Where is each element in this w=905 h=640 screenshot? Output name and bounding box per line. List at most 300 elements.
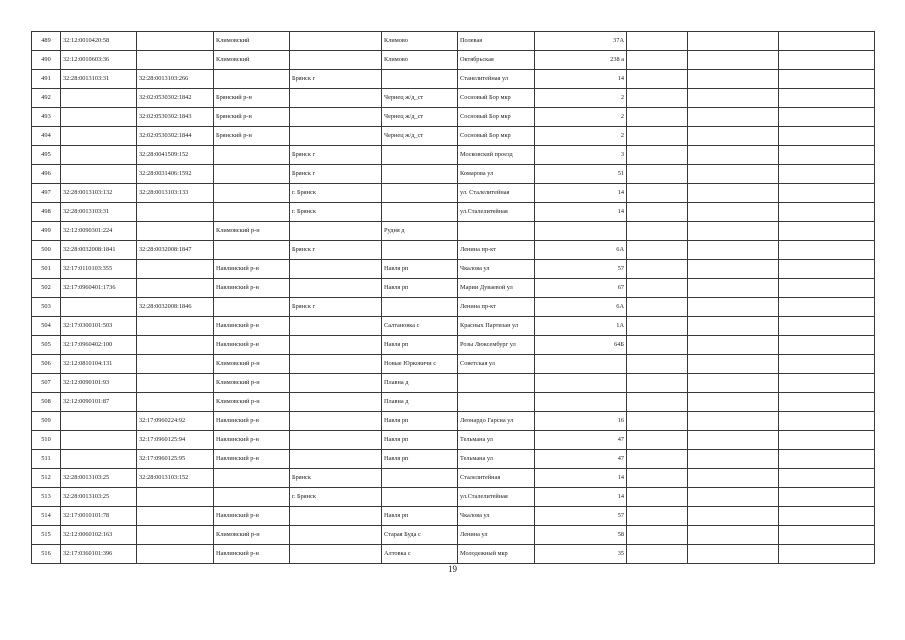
cell-city: г. Брянск	[290, 488, 382, 507]
cell-cadastral-number	[61, 431, 137, 450]
cell-settlement	[382, 469, 458, 488]
cell-extra-2	[688, 146, 779, 165]
cell-extra-1	[627, 355, 688, 374]
table-row	[32, 241, 875, 260]
cell-house-number: 47	[535, 431, 627, 450]
cell-cadastral-number: 32:28:0013103:31	[61, 203, 137, 222]
cell-extra-2	[688, 336, 779, 355]
cell-district: Брянский р-н	[214, 108, 290, 127]
cell-city	[290, 526, 382, 545]
cell-city	[290, 545, 382, 564]
cell-row-number: 502	[32, 279, 61, 298]
table-row	[32, 279, 875, 298]
table-row	[32, 393, 875, 412]
cell-city	[290, 355, 382, 374]
cell-house-number: 3	[535, 146, 627, 165]
cell-cadastral-number	[61, 165, 137, 184]
cell-street: Тельмана ул	[458, 431, 535, 450]
cell-related-cadastral-number	[137, 317, 214, 336]
cell-extra-1	[627, 89, 688, 108]
cell-district: Навлинский р-н	[214, 431, 290, 450]
cell-extra-1	[627, 412, 688, 431]
cell-extra-1	[627, 298, 688, 317]
cell-extra-3	[779, 222, 875, 241]
cell-extra-2	[688, 431, 779, 450]
cell-cadastral-number: 32:17:0960402:100	[61, 336, 137, 355]
cell-row-number: 497	[32, 184, 61, 203]
cell-district: Брянский р-н	[214, 127, 290, 146]
cell-extra-1	[627, 507, 688, 526]
cell-extra-3	[779, 374, 875, 393]
cell-extra-3	[779, 108, 875, 127]
cell-extra-3	[779, 184, 875, 203]
cell-extra-2	[688, 469, 779, 488]
cell-row-number: 499	[32, 222, 61, 241]
cell-row-number: 493	[32, 108, 61, 127]
cell-city	[290, 127, 382, 146]
cell-extra-2	[688, 222, 779, 241]
cell-district: Климовский	[214, 32, 290, 51]
cell-city	[290, 431, 382, 450]
cell-related-cadastral-number: 32:02:0530302:1842	[137, 89, 214, 108]
cell-related-cadastral-number	[137, 51, 214, 70]
cell-row-number: 511	[32, 450, 61, 469]
cell-house-number: 6А	[535, 241, 627, 260]
table-row	[32, 336, 875, 355]
cell-house-number: 47	[535, 450, 627, 469]
cell-extra-1	[627, 374, 688, 393]
cell-house-number: 6А	[535, 298, 627, 317]
cell-extra-3	[779, 336, 875, 355]
cell-street: Станелитейная ул	[458, 70, 535, 89]
cell-extra-3	[779, 165, 875, 184]
cell-related-cadastral-number	[137, 336, 214, 355]
cell-settlement: Старая Буда с	[382, 526, 458, 545]
cell-cadastral-number: 32:28:0032008:1841	[61, 241, 137, 260]
table-row	[32, 203, 875, 222]
cell-row-number: 506	[32, 355, 61, 374]
cell-house-number: 58	[535, 526, 627, 545]
cell-row-number: 503	[32, 298, 61, 317]
cell-street: Красных Партизан ул	[458, 317, 535, 336]
cell-house-number: 64Б	[535, 336, 627, 355]
cell-related-cadastral-number: 32:28:0032008:1847	[137, 241, 214, 260]
cell-city: Брянск г	[290, 241, 382, 260]
cell-city: г. Брянск	[290, 184, 382, 203]
cell-city	[290, 507, 382, 526]
cell-cadastral-number: 32:28:0013103:25	[61, 469, 137, 488]
table-row	[32, 184, 875, 203]
cell-extra-3	[779, 507, 875, 526]
cell-extra-2	[688, 165, 779, 184]
cell-row-number: 498	[32, 203, 61, 222]
cell-district	[214, 165, 290, 184]
table-row	[32, 469, 875, 488]
cell-extra-1	[627, 184, 688, 203]
cell-house-number: 2	[535, 89, 627, 108]
cell-extra-2	[688, 70, 779, 89]
cell-house-number: 2	[535, 127, 627, 146]
cell-extra-3	[779, 317, 875, 336]
cell-city	[290, 393, 382, 412]
cell-extra-1	[627, 32, 688, 51]
cell-row-number: 496	[32, 165, 61, 184]
table-row	[32, 545, 875, 564]
cell-city: г. Брянск	[290, 203, 382, 222]
cell-row-number: 492	[32, 89, 61, 108]
cell-extra-1	[627, 127, 688, 146]
cell-district: Климовский р-н	[214, 374, 290, 393]
cell-extra-1	[627, 526, 688, 545]
cell-extra-2	[688, 545, 779, 564]
cell-related-cadastral-number	[137, 488, 214, 507]
cell-extra-2	[688, 507, 779, 526]
cell-street: Леонардо Гарсиа ул	[458, 412, 535, 431]
cell-extra-2	[688, 355, 779, 374]
cell-related-cadastral-number	[137, 393, 214, 412]
cell-extra-3	[779, 260, 875, 279]
cell-extra-1	[627, 203, 688, 222]
cell-row-number: 504	[32, 317, 61, 336]
cell-extra-3	[779, 298, 875, 317]
cell-settlement: Чернец ж/д_ст	[382, 108, 458, 127]
cell-extra-1	[627, 317, 688, 336]
cell-settlement: Рудня д	[382, 222, 458, 241]
cell-extra-3	[779, 412, 875, 431]
cell-extra-2	[688, 317, 779, 336]
cell-cadastral-number: 32:12:0010603:36	[61, 51, 137, 70]
cell-city	[290, 51, 382, 70]
cell-row-number: 494	[32, 127, 61, 146]
cell-street: Сталелитейная	[458, 469, 535, 488]
cell-related-cadastral-number	[137, 374, 214, 393]
cell-extra-3	[779, 355, 875, 374]
cell-street: Октябрьская	[458, 51, 535, 70]
cell-extra-2	[688, 374, 779, 393]
cell-related-cadastral-number	[137, 32, 214, 51]
cell-related-cadastral-number: 32:28:0013103:152	[137, 469, 214, 488]
cell-extra-2	[688, 203, 779, 222]
table-row	[32, 488, 875, 507]
table-row	[32, 450, 875, 469]
cell-street: Тельмана ул	[458, 450, 535, 469]
cell-city	[290, 450, 382, 469]
cell-extra-3	[779, 526, 875, 545]
cell-district	[214, 184, 290, 203]
cell-district: Брянский р-н	[214, 89, 290, 108]
cell-extra-3	[779, 488, 875, 507]
cell-house-number: 14	[535, 469, 627, 488]
page-number: 19	[448, 564, 457, 574]
cell-cadastral-number: 32:28:0013103:25	[61, 488, 137, 507]
cell-cadastral-number	[61, 298, 137, 317]
cell-extra-2	[688, 184, 779, 203]
cell-district	[214, 70, 290, 89]
cell-row-number: 513	[32, 488, 61, 507]
cell-cadastral-number	[61, 89, 137, 108]
cell-district	[214, 298, 290, 317]
cell-district: Навлинский р-н	[214, 507, 290, 526]
cell-district: Климовский	[214, 51, 290, 70]
cell-settlement	[382, 241, 458, 260]
cell-extra-3	[779, 89, 875, 108]
cell-extra-1	[627, 222, 688, 241]
cell-cadastral-number: 32:17:0110103:355	[61, 260, 137, 279]
cell-settlement	[382, 203, 458, 222]
cell-row-number: 512	[32, 469, 61, 488]
cell-street: Чкалова ул	[458, 507, 535, 526]
cell-row-number: 489	[32, 32, 61, 51]
cell-settlement: Навля рп	[382, 507, 458, 526]
cell-extra-2	[688, 450, 779, 469]
cell-related-cadastral-number: 32:17:0960224:92	[137, 412, 214, 431]
table-row	[32, 412, 875, 431]
cell-cadastral-number: 32:28:0013103:132	[61, 184, 137, 203]
cell-row-number: 500	[32, 241, 61, 260]
cell-related-cadastral-number	[137, 279, 214, 298]
cell-district: Навлинский р-н	[214, 317, 290, 336]
cell-settlement	[382, 184, 458, 203]
cell-settlement: Климово	[382, 51, 458, 70]
cell-extra-2	[688, 298, 779, 317]
cell-settlement	[382, 70, 458, 89]
cell-settlement: Навля рп	[382, 412, 458, 431]
cell-city	[290, 412, 382, 431]
cell-street: Московский проезд	[458, 146, 535, 165]
table-row	[32, 507, 875, 526]
cell-extra-1	[627, 51, 688, 70]
table-row	[32, 298, 875, 317]
cell-extra-1	[627, 260, 688, 279]
cell-extra-3	[779, 545, 875, 564]
cell-extra-2	[688, 32, 779, 51]
cell-settlement: Навля рп	[382, 260, 458, 279]
cell-extra-1	[627, 393, 688, 412]
cell-street: Чкалова ул	[458, 260, 535, 279]
cell-related-cadastral-number	[137, 222, 214, 241]
cell-house-number	[535, 374, 627, 393]
cell-street: Комарова ул	[458, 165, 535, 184]
cell-row-number: 515	[32, 526, 61, 545]
cell-extra-3	[779, 32, 875, 51]
cell-house-number: 51	[535, 165, 627, 184]
cell-related-cadastral-number: 32:28:0013103:133	[137, 184, 214, 203]
cell-related-cadastral-number: 32:28:0032008:1846	[137, 298, 214, 317]
cell-extra-3	[779, 51, 875, 70]
table-row	[32, 355, 875, 374]
cell-city: Брянск	[290, 469, 382, 488]
cell-extra-1	[627, 336, 688, 355]
cell-related-cadastral-number: 32:28:0013103:266	[137, 70, 214, 89]
cell-district	[214, 469, 290, 488]
cell-house-number: 35	[535, 545, 627, 564]
cell-settlement: Навля рп	[382, 336, 458, 355]
cell-related-cadastral-number	[137, 260, 214, 279]
cell-street	[458, 374, 535, 393]
cell-extra-2	[688, 412, 779, 431]
cell-extra-3	[779, 469, 875, 488]
cell-row-number: 514	[32, 507, 61, 526]
cell-row-number: 490	[32, 51, 61, 70]
cell-district: Навлинский р-н	[214, 545, 290, 564]
cell-city: Брянск г	[290, 146, 382, 165]
cell-extra-3	[779, 127, 875, 146]
cell-house-number: 14	[535, 70, 627, 89]
table-body	[32, 32, 875, 564]
cell-city	[290, 374, 382, 393]
cell-settlement: Чернец ж/д_ст	[382, 89, 458, 108]
cell-extra-1	[627, 165, 688, 184]
cell-street: Ленина ул	[458, 526, 535, 545]
cell-street: Сосновый Бор мкр	[458, 108, 535, 127]
cell-district: Климовский р-н	[214, 526, 290, 545]
cell-cadastral-number	[61, 108, 137, 127]
cell-district	[214, 241, 290, 260]
cell-house-number: 14	[535, 184, 627, 203]
cell-settlement: Алтовка с	[382, 545, 458, 564]
cell-cadastral-number: 32:12:0090101:93	[61, 374, 137, 393]
cell-row-number: 516	[32, 545, 61, 564]
cell-related-cadastral-number: 32:28:0041509:152	[137, 146, 214, 165]
cell-house-number: 57	[535, 507, 627, 526]
cell-related-cadastral-number: 32:02:0530302:1843	[137, 108, 214, 127]
cell-city: Брянск г	[290, 298, 382, 317]
cell-extra-3	[779, 393, 875, 412]
table-row	[32, 108, 875, 127]
cell-related-cadastral-number: 32:17:0960125:94	[137, 431, 214, 450]
cell-city	[290, 317, 382, 336]
cell-extra-3	[779, 70, 875, 89]
cell-extra-2	[688, 260, 779, 279]
cell-extra-1	[627, 279, 688, 298]
cell-extra-1	[627, 431, 688, 450]
cell-settlement	[382, 298, 458, 317]
cell-row-number: 509	[32, 412, 61, 431]
cell-extra-1	[627, 146, 688, 165]
cell-cadastral-number	[61, 412, 137, 431]
cell-house-number	[535, 222, 627, 241]
cell-street: Сосновый Бор мкр	[458, 89, 535, 108]
cell-cadastral-number: 32:17:0360101:396	[61, 545, 137, 564]
cell-house-number: 16	[535, 412, 627, 431]
table-row	[32, 374, 875, 393]
cell-district	[214, 146, 290, 165]
cell-cadastral-number: 32:12:0060102:163	[61, 526, 137, 545]
cell-district	[214, 488, 290, 507]
cell-cadastral-number	[61, 450, 137, 469]
cell-house-number: 2	[535, 108, 627, 127]
cell-cadastral-number	[61, 127, 137, 146]
cell-extra-1	[627, 469, 688, 488]
cell-city: Брянск г	[290, 70, 382, 89]
cell-street: Ленина пр-кт	[458, 298, 535, 317]
cell-settlement	[382, 146, 458, 165]
table-row	[32, 165, 875, 184]
cell-row-number: 495	[32, 146, 61, 165]
cell-house-number	[535, 393, 627, 412]
cell-settlement: Салтановка с	[382, 317, 458, 336]
cell-district	[214, 203, 290, 222]
cell-extra-1	[627, 488, 688, 507]
cell-settlement: Навля рп	[382, 431, 458, 450]
cell-extra-1	[627, 241, 688, 260]
table-row	[32, 89, 875, 108]
cell-row-number: 491	[32, 70, 61, 89]
cell-extra-1	[627, 70, 688, 89]
cell-district: Навлинский р-н	[214, 279, 290, 298]
cell-row-number: 508	[32, 393, 61, 412]
cell-settlement: Навля рп	[382, 450, 458, 469]
cell-row-number: 507	[32, 374, 61, 393]
cell-city	[290, 89, 382, 108]
cell-district: Навлинский р-н	[214, 412, 290, 431]
cell-city	[290, 260, 382, 279]
cell-city: Брянск г	[290, 165, 382, 184]
cell-related-cadastral-number: 32:28:0031406:1592	[137, 165, 214, 184]
cell-street	[458, 222, 535, 241]
cell-extra-1	[627, 450, 688, 469]
cell-extra-3	[779, 279, 875, 298]
cell-settlement	[382, 488, 458, 507]
cell-extra-3	[779, 241, 875, 260]
cell-street: Сосновый Бор мкр	[458, 127, 535, 146]
cell-extra-2	[688, 279, 779, 298]
cell-house-number	[535, 355, 627, 374]
cell-street: Молодежный мкр	[458, 545, 535, 564]
cell-related-cadastral-number: 32:17:0960125:95	[137, 450, 214, 469]
cell-cadastral-number: 32:12:0010420:58	[61, 32, 137, 51]
cell-house-number: 14	[535, 203, 627, 222]
cell-city	[290, 32, 382, 51]
cell-district: Навлинский р-н	[214, 260, 290, 279]
table-row	[32, 431, 875, 450]
table-row	[32, 526, 875, 545]
cell-related-cadastral-number	[137, 355, 214, 374]
cell-extra-2	[688, 127, 779, 146]
cell-cadastral-number: 32:17:0010101:78	[61, 507, 137, 526]
cell-district: Климовский р-н	[214, 393, 290, 412]
cell-street: ул.Сталелитейная	[458, 488, 535, 507]
cell-related-cadastral-number	[137, 545, 214, 564]
cell-house-number: 14	[535, 488, 627, 507]
cell-related-cadastral-number	[137, 526, 214, 545]
cell-row-number: 501	[32, 260, 61, 279]
cell-city	[290, 222, 382, 241]
cell-street: Ленина пр-кт	[458, 241, 535, 260]
cell-extra-3	[779, 146, 875, 165]
cell-extra-2	[688, 393, 779, 412]
cell-settlement: Чернец ж/д_ст	[382, 127, 458, 146]
cell-district: Климовский р-н	[214, 355, 290, 374]
cell-cadastral-number: 32:12:0090101:87	[61, 393, 137, 412]
cell-related-cadastral-number	[137, 507, 214, 526]
cell-extra-2	[688, 488, 779, 507]
cell-street: Советская ул	[458, 355, 535, 374]
cell-cadastral-number: 32:17:0300101:503	[61, 317, 137, 336]
cell-cadastral-number: 32:17:0960401:1736	[61, 279, 137, 298]
cell-cadastral-number: 32:12:0810104:131	[61, 355, 137, 374]
cell-settlement: Плавна д	[382, 374, 458, 393]
cell-extra-3	[779, 203, 875, 222]
table-row	[32, 317, 875, 336]
cell-house-number: 37А	[535, 32, 627, 51]
table-row	[32, 127, 875, 146]
table-row	[32, 222, 875, 241]
cell-extra-2	[688, 526, 779, 545]
cell-street: ул.Сталелитейная	[458, 203, 535, 222]
table-row	[32, 32, 875, 51]
cell-house-number: 57	[535, 260, 627, 279]
